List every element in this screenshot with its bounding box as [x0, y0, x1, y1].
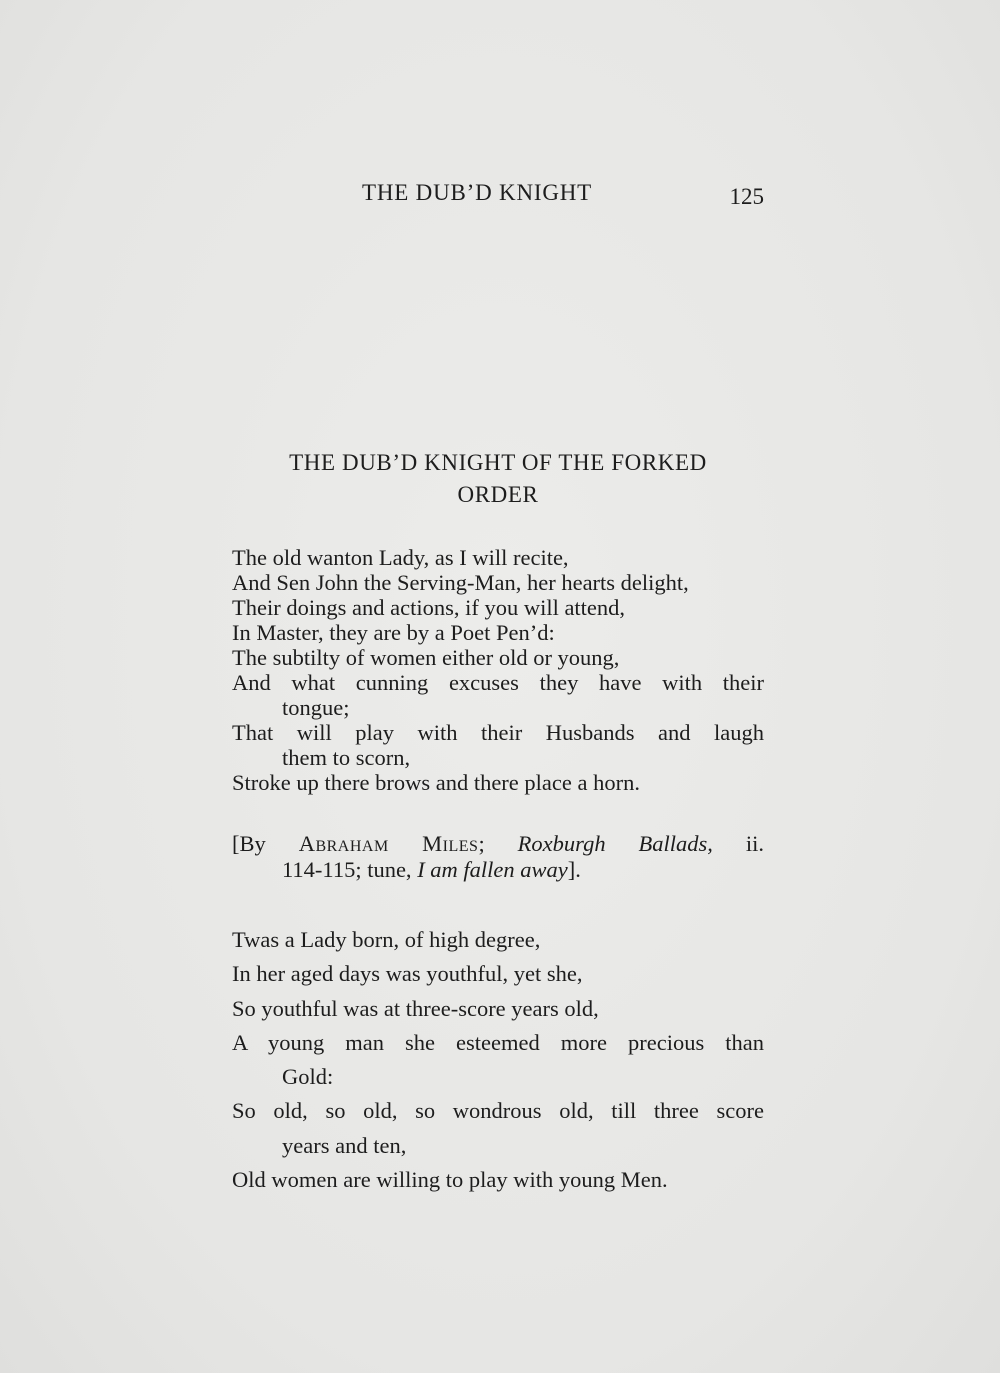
summary-line: And what cunning excuses they have with their [232, 670, 764, 695]
poem-title [232, 447, 764, 511]
stanza-line: Gold: [282, 1064, 334, 1090]
attribution-tune: I am fallen away [417, 857, 568, 882]
summary-line: The subtilty of women either old or young, [232, 645, 620, 670]
running-title: THE DUB’D KNIGHT [362, 180, 592, 205]
attribution-volume: ii. [712, 831, 765, 856]
stanza-line: In her aged days was youthful, yet she, [232, 961, 583, 987]
summary-line: Stroke up there brows and there place a horn. [232, 770, 640, 795]
summary-line: Their doings and actions, if you will attend, [232, 595, 626, 620]
stanza-line: years and ten, [282, 1132, 407, 1158]
attribution-by: [By [232, 831, 299, 856]
summary-line: And Sen John the Serving-Man, her hearts delight, [232, 570, 689, 595]
stanza-line: A young man she esteemed more precious than [232, 1029, 764, 1055]
stanza-line: So youthful was at three-score years old, [232, 995, 599, 1021]
summary-line: them to scorn, [282, 745, 411, 770]
summary-line: The old wanton Lady, as I will recite, [232, 545, 569, 570]
attribution-separator: ; [478, 831, 518, 856]
stanza [232, 923, 764, 1197]
attribution-source: Roxburgh Ballads, [517, 831, 713, 856]
poem-title-line: ORDER [457, 482, 539, 507]
attribution [232, 831, 764, 883]
poem-title-line: THE DUB’D KNIGHT OF THE FORKED [289, 450, 707, 475]
attribution-close: ]. [567, 857, 581, 882]
stanza-line: Old women are willing to play with young Men. [232, 1167, 668, 1193]
attribution-line [232, 857, 764, 883]
attribution-line [232, 831, 764, 857]
page-number: 125 [729, 184, 764, 209]
stanza-line: So old, so old, so wondrous old, till three score [232, 1098, 764, 1124]
attribution-pages: 114-115; tune, [282, 857, 418, 882]
running-head [232, 180, 764, 216]
summary-line: In Master, they are by a Poet Pen’d: [232, 620, 555, 645]
summary-line: tongue; [282, 695, 350, 720]
attribution-author: Abraham Miles [298, 831, 479, 856]
summary-verse [232, 545, 764, 795]
summary-line: That will play with their Husbands and laugh [232, 720, 764, 745]
stanza-line: Twas a Lady born, of high degree, [232, 927, 541, 952]
